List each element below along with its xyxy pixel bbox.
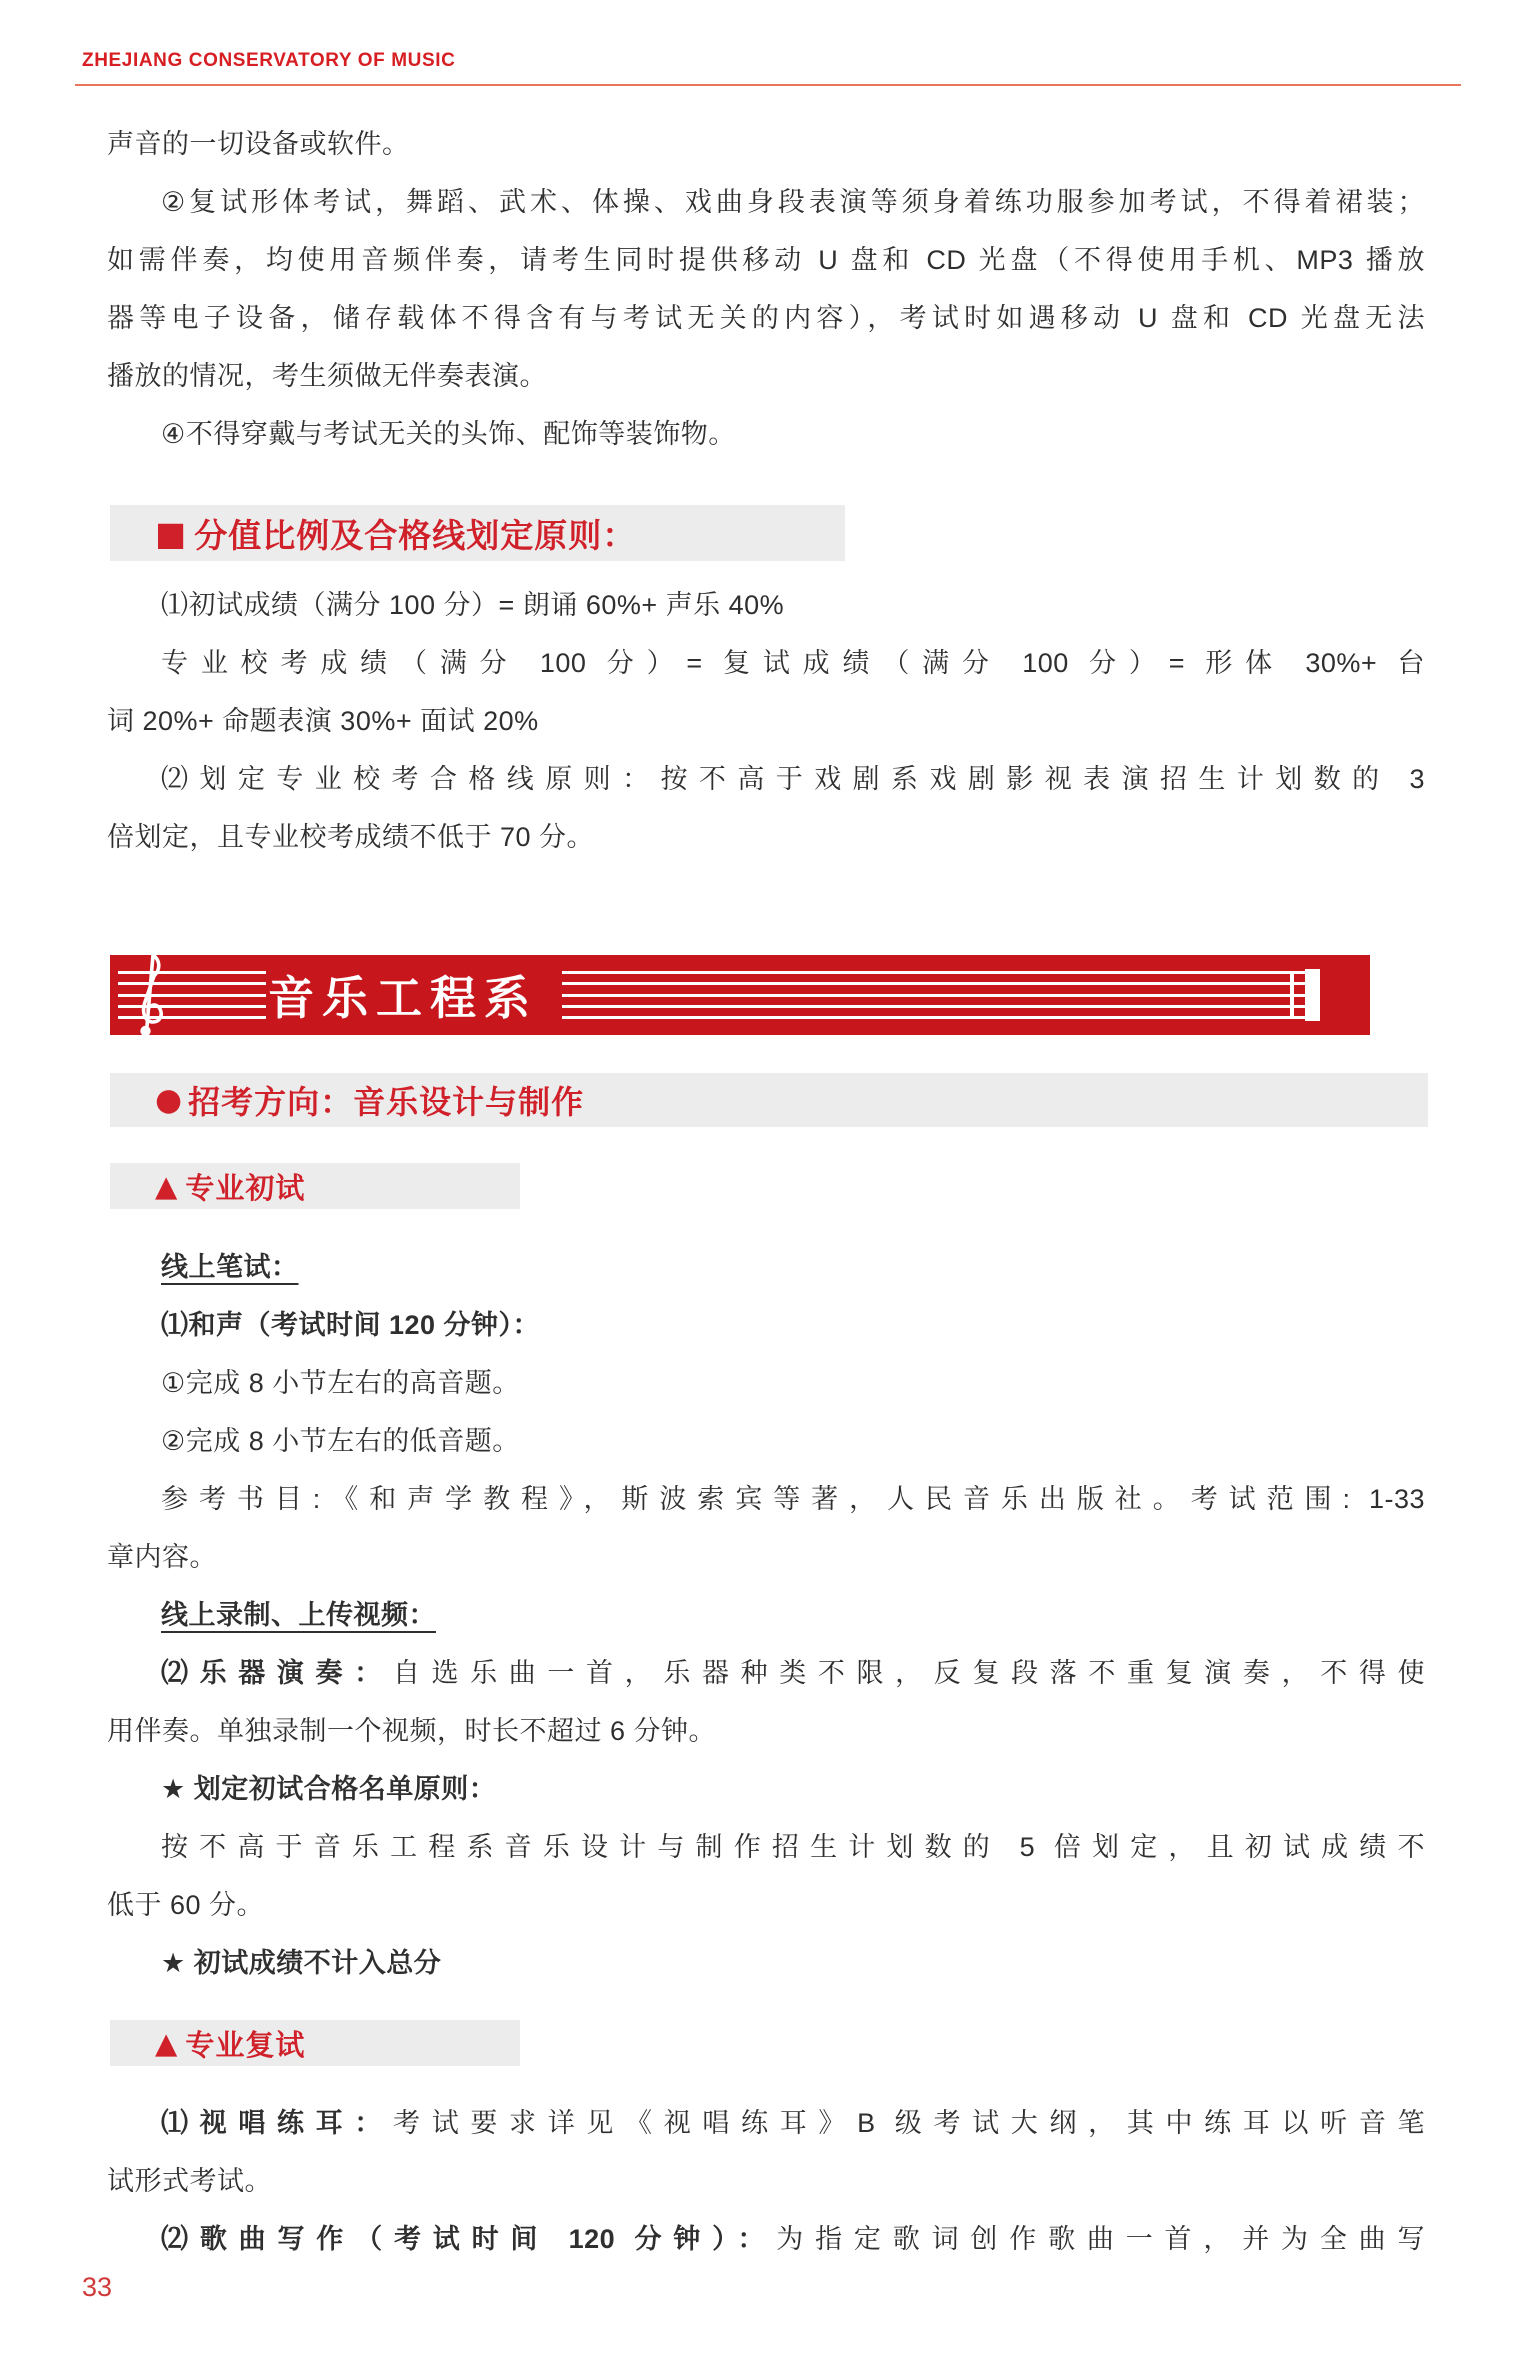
score-section-title: 分值比例及合格线划定原则： bbox=[194, 516, 637, 554]
initial-exam-paragraph bbox=[107, 1238, 1425, 1992]
page-number: 33 bbox=[82, 2272, 113, 2302]
initial-line-text: 低于 60 分。 bbox=[107, 1890, 265, 1920]
final-barline-thin bbox=[1290, 971, 1294, 1019]
initial-line-text: ①完成 8 小节左右的高音题。 bbox=[161, 1368, 520, 1398]
retest-line-bold: ⑴视唱练耳： bbox=[161, 2108, 394, 2138]
triangle-bullet-icon: ▲ bbox=[155, 1168, 178, 1203]
brand-text: ZHEJIANG CONSERVATORY OF MUSIC bbox=[82, 50, 456, 71]
initial-line bbox=[107, 1238, 1425, 1296]
direction-bar bbox=[110, 1073, 1428, 1127]
score-section-bar bbox=[110, 505, 845, 561]
initial-line bbox=[107, 1354, 1425, 1412]
retest-line bbox=[107, 2094, 1425, 2152]
note-line-text: ④不得穿戴与考试无关的头饰、配饰等装饰物。 bbox=[161, 419, 736, 449]
retest-title: 专业复试 bbox=[185, 2029, 306, 2062]
score-paragraph bbox=[107, 576, 1425, 866]
initial-line-bold: ★ 划定初试合格名单原则： bbox=[161, 1774, 497, 1804]
retest-line-text: 试形式考试。 bbox=[107, 2166, 272, 2196]
retest-bar bbox=[110, 2020, 520, 2066]
note-line bbox=[107, 289, 1425, 347]
initial-line-bold: 线上笔试： bbox=[161, 1252, 299, 1282]
note-line-text: ②复试形体考试，舞蹈、武术、体操、戏曲身段表演等须身着练功服参加考试，不得着裙装； bbox=[161, 187, 1425, 217]
score-line bbox=[107, 750, 1425, 808]
initial-line bbox=[107, 1528, 1425, 1586]
initial-exam-title: 专业初试 bbox=[185, 1172, 306, 1205]
initial-line-text: 按不高于音乐工程系音乐设计与制作招生计划数的 5 倍划定，且初试成绩不 bbox=[161, 1832, 1425, 1862]
note-line bbox=[107, 231, 1425, 289]
circle-bullet-icon: ● bbox=[155, 1081, 183, 1118]
direction-title: 招考方向：音乐设计与制作 bbox=[188, 1084, 585, 1120]
initial-line bbox=[107, 1470, 1425, 1528]
retest-line-text: 为指定歌词创作歌曲一首，并为全曲写 bbox=[776, 2224, 1425, 2254]
note-line bbox=[107, 347, 1425, 405]
initial-line-text: 参考书目:《和声学教程》，斯波索宾等著，人民音乐出版社。考试范围: 1-33 bbox=[161, 1484, 1425, 1514]
score-line bbox=[107, 692, 1425, 750]
initial-line-bold: ★ 初试成绩不计入总分 bbox=[161, 1948, 442, 1978]
treble-clef-icon bbox=[132, 950, 170, 1042]
note-line bbox=[107, 115, 1425, 173]
initial-line bbox=[107, 1818, 1425, 1876]
note-line-text: 器等电子设备，储存载体不得含有与考试无关的内容），考试时如遇移动 U 盘和 CD 光盘无法 bbox=[107, 303, 1425, 333]
score-line-text: ⑵划定专业校考合格线原则：按不高于戏剧系戏剧影视表演招生计划数的 3 bbox=[161, 764, 1425, 794]
score-line bbox=[107, 576, 1425, 634]
header-divider bbox=[75, 84, 1461, 86]
initial-line-text: 用伴奏。单独录制一个视频，时长不超过 6 分钟。 bbox=[107, 1716, 717, 1746]
initial-exam-bar bbox=[110, 1163, 520, 1209]
final-barline-thick bbox=[1305, 969, 1320, 1021]
retest-line-text: 考试要求详见《视唱练耳》B 级考试大纲，其中练耳以听音笔 bbox=[393, 2108, 1425, 2138]
initial-line bbox=[107, 1876, 1425, 1934]
note-line bbox=[107, 405, 1425, 463]
initial-line-text: 章内容。 bbox=[107, 1542, 217, 1572]
score-line-text: 词 20%+ 命题表演 30%+ 面试 20% bbox=[107, 706, 539, 736]
square-bullet-icon: ■ bbox=[155, 513, 187, 553]
dept-banner bbox=[110, 955, 1370, 1035]
initial-line bbox=[107, 1412, 1425, 1470]
initial-line-bold: ⑴和声（考试时间 120 分钟）： bbox=[161, 1310, 541, 1340]
initial-line-bold: ⑵乐器演奏： bbox=[161, 1658, 393, 1688]
note-line-text: 声音的一切设备或软件。 bbox=[107, 129, 410, 159]
dept-banner-title: 音乐工程系 bbox=[268, 971, 538, 1025]
retest-paragraph bbox=[107, 2094, 1425, 2268]
initial-line-text: ②完成 8 小节左右的低音题。 bbox=[161, 1426, 520, 1456]
score-line-text: 专业校考成绩（满分 100 分）= 复试成绩（满分 100 分）= 形体 30%+ 台 bbox=[161, 648, 1425, 678]
score-line bbox=[107, 634, 1425, 692]
initial-line bbox=[107, 1296, 1425, 1354]
retest-line bbox=[107, 2152, 1425, 2210]
score-line-text: 倍划定，且专业校考成绩不低于 70 分。 bbox=[107, 822, 595, 852]
score-line-text: ⑴初试成绩（满分 100 分）= 朗诵 60%+ 声乐 40% bbox=[161, 590, 785, 620]
retest-line-bold: ⑵歌曲写作（考试时间 120 分钟）： bbox=[161, 2224, 777, 2254]
initial-line bbox=[107, 1644, 1425, 1702]
initial-line bbox=[107, 1760, 1425, 1818]
triangle-bullet-icon: ▲ bbox=[155, 2025, 178, 2060]
initial-line bbox=[107, 1702, 1425, 1760]
initial-line bbox=[107, 1586, 1425, 1644]
note-line bbox=[107, 173, 1425, 231]
staff-lines-right bbox=[562, 971, 1320, 1019]
notes-paragraph bbox=[107, 115, 1425, 463]
score-line bbox=[107, 808, 1425, 866]
initial-line-bold: 线上录制、上传视频： bbox=[161, 1600, 436, 1630]
retest-line bbox=[107, 2210, 1425, 2268]
initial-line-text: 自选乐曲一首，乐器种类不限，反复段落不重复演奏，不得使 bbox=[392, 1658, 1425, 1688]
initial-line bbox=[107, 1934, 1425, 1992]
note-line-text: 播放的情况，考生须做无伴奏表演。 bbox=[107, 361, 547, 391]
note-line-text: 如需伴奏，均使用音频伴奏，请考生同时提供移动 U 盘和 CD 光盘（不得使用手机、MP3 播放 bbox=[107, 245, 1425, 275]
